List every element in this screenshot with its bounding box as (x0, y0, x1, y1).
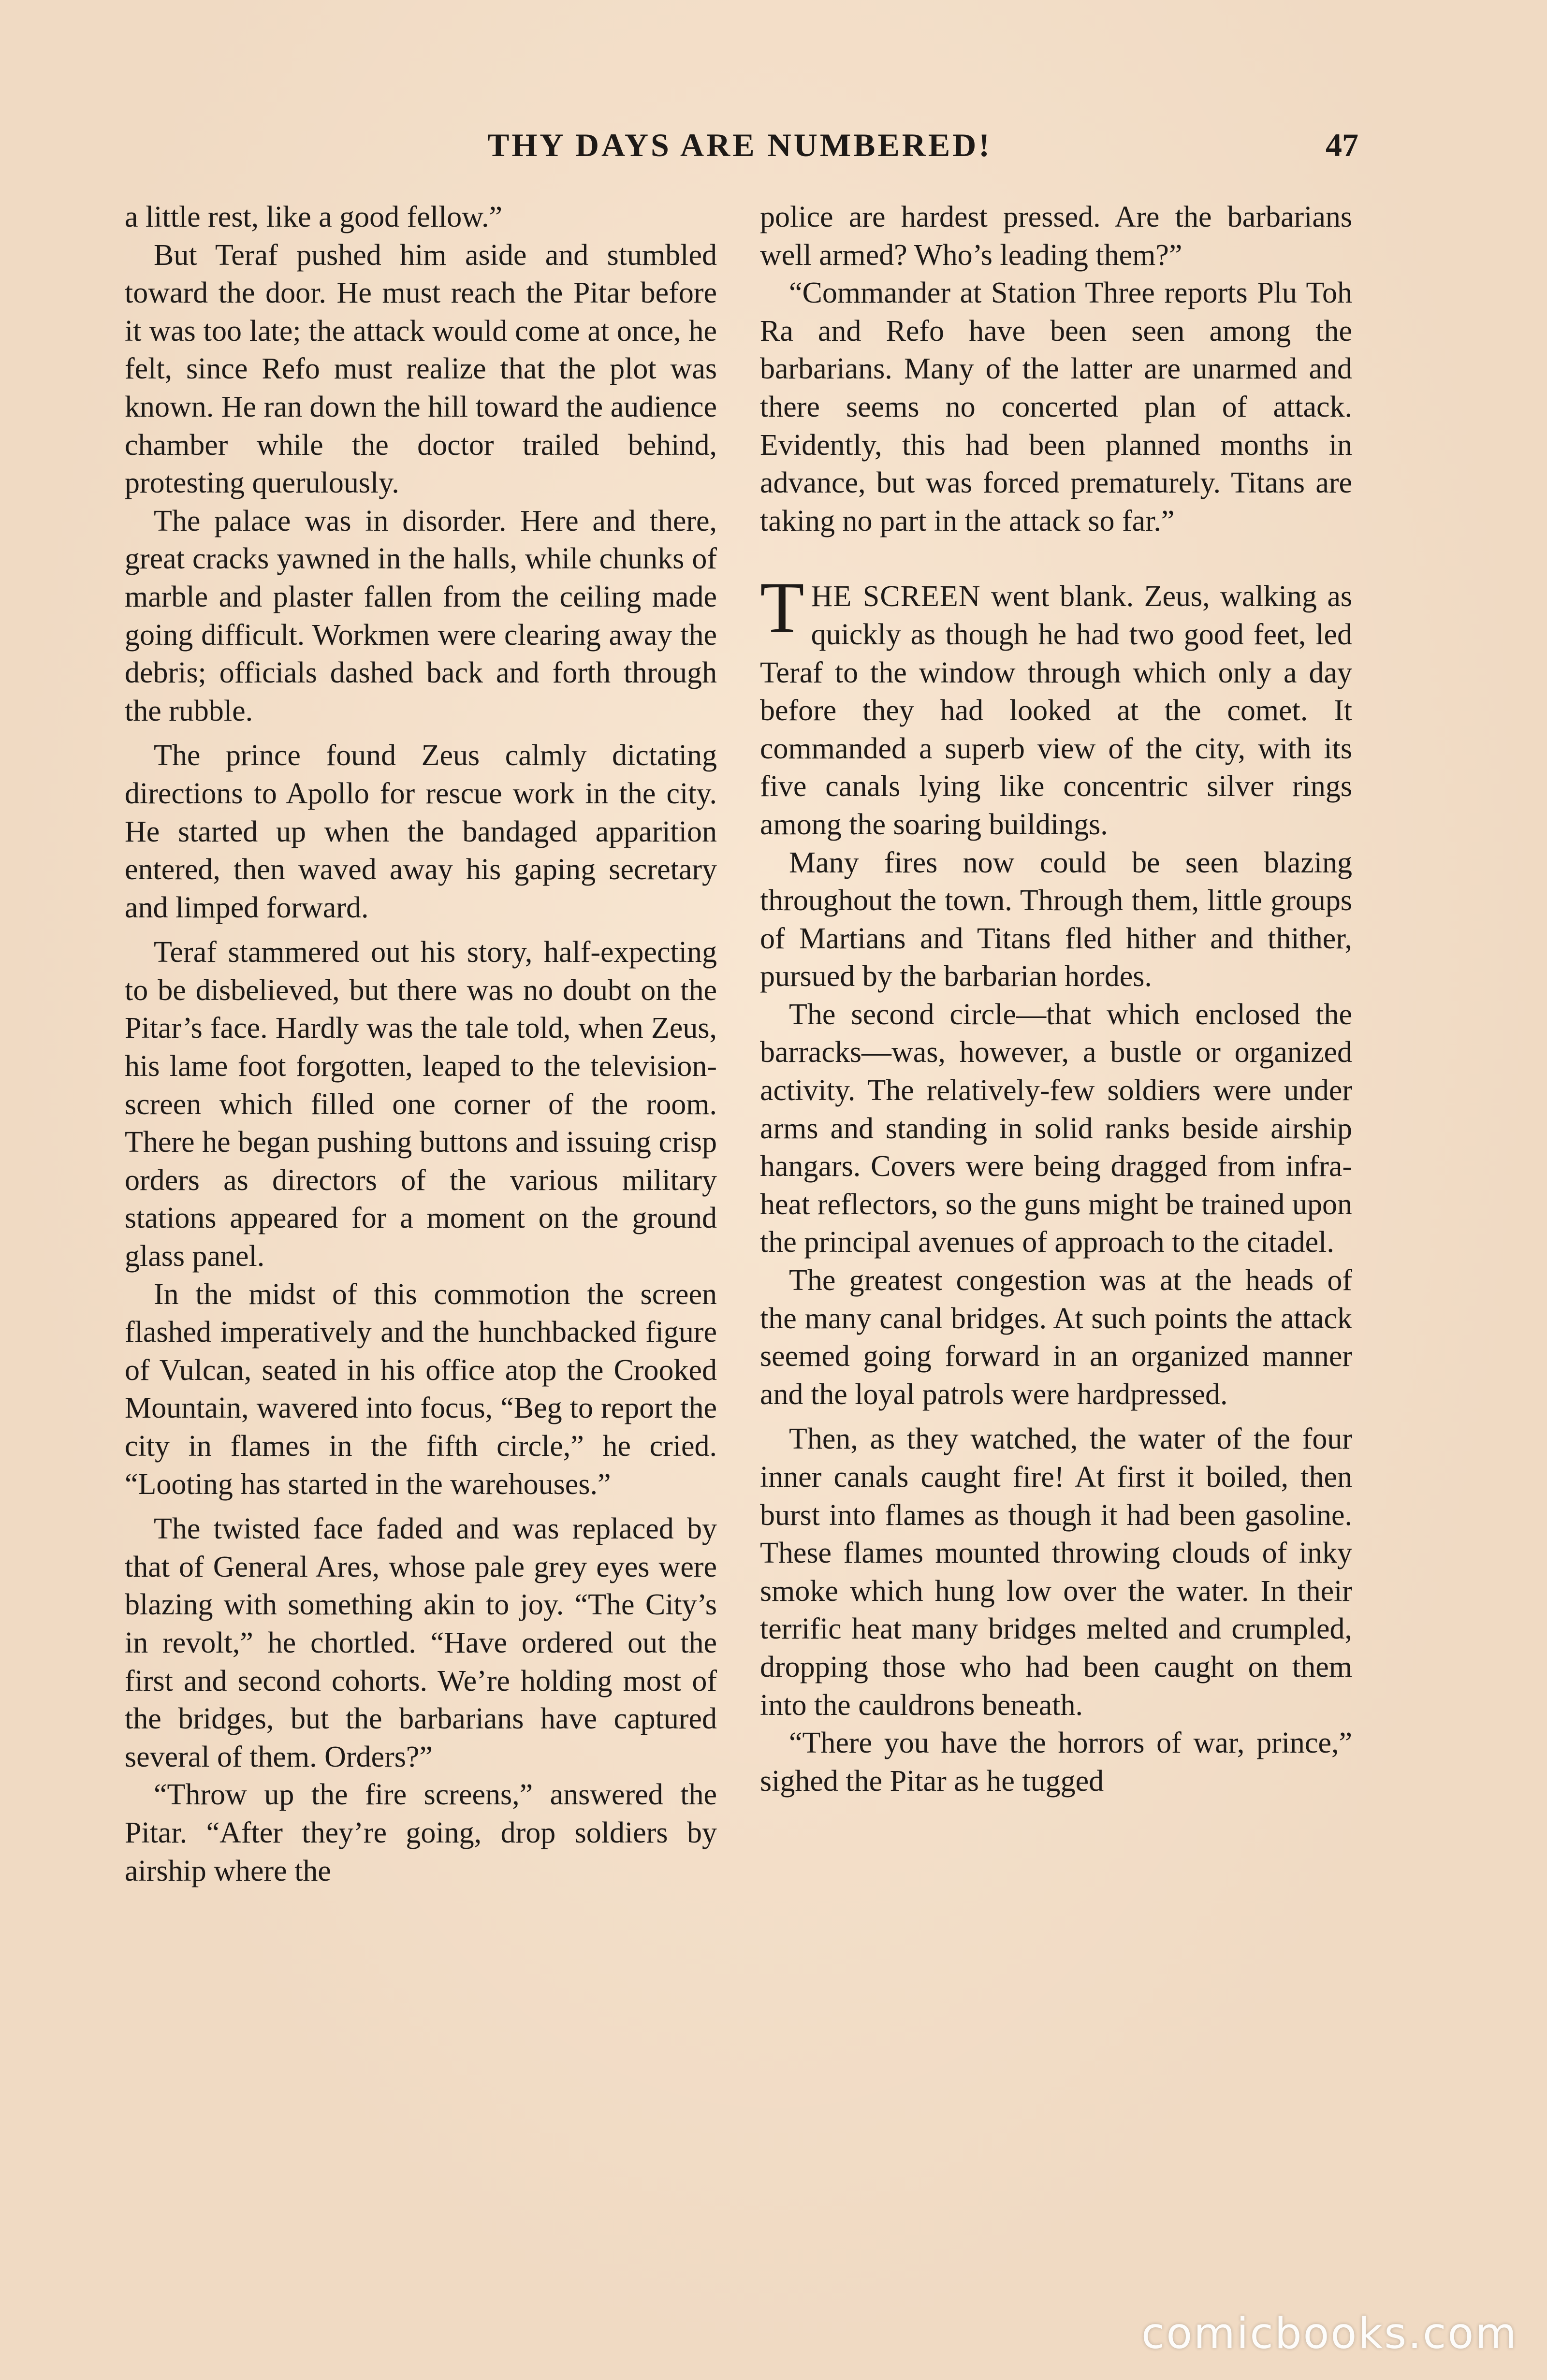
site-watermark: comicbooks.com (1141, 2308, 1518, 2358)
paragraph: “Commander at Station Three reports Plu Toh Ra and Refo have been seen among the barbarians. Many of the latter are unarmed and there seems no concerted plan of attack. Evidently, this had been planned months in advance, but was forced prematurely. Titans are taking no part in the attack so far.” (760, 276, 1352, 537)
paragraph: police are hardest pressed. Are the barbarians well armed? Who’s leading them?” (760, 201, 1352, 272)
left-column (125, 198, 717, 1890)
paragraph: In the midst of this commotion the screen flashed imperatively and the hunchbacked figure of Vulcan, seated in his office atop the Crooked Mountain, wavered into focus, “Beg to report the city in flames in the fifth circle,” he cried. “Looting has started in the warehouses.” (125, 1277, 717, 1501)
paragraph: Then, as they watched, the water of the four inner canals caught fire! At first it boiled, then burst into flames as though it had been gasoline. These flames mounted throwing clouds of inky smoke which hung low over the water. In their terrific heat many bridges melted and crumpled, dropping those who had been caught on them into the cauldrons beneath. (760, 1422, 1352, 1722)
section-break (760, 540, 1352, 578)
paragraph: “Throw up the fire screens,” answered the Pitar. “After they’re going, drop soldiers by airship where the (125, 1778, 717, 1887)
paragraph: a little rest, like a good fellow.” (125, 201, 503, 233)
paragraph: Teraf stammered out his story, half-expecting to be disbelieved, but there was no doubt on the Pitar’s face. Hardly was the tale told, when Zeus, his lame foot forgotten, leaped to the television-screen which filled one corner of the room. There he began pushing buttons and issuing crisp orders as directors of the various military stations appeared for a moment on the ground glass panel. (125, 936, 717, 1273)
paragraph: The palace was in disorder. Here and there, great cracks yawned in the halls, while chunks of marble and plaster fallen from the ceiling made going difficult. Workmen were clearing away the debris; officials dashed back and forth through the rubble. (125, 504, 717, 727)
paragraph: “There you have the horrors of war, prince,” sighed the Pitar as he tugged (760, 1727, 1352, 1798)
paragraph: But Teraf pushed him aside and stumbled toward the door. He must reach the Pitar before it was too late; the attack would come at once, he felt, since Refo must realize that the plot was known. He ran down the hill toward the audience chamber while the doctor trailed behind, protesting querulously. (125, 238, 717, 500)
page-number: 47 (1326, 127, 1358, 163)
drop-cap: T (760, 567, 804, 648)
paragraph: The second circle—that which enclosed the barracks—was, however, a bustle or organized activity. The relatively-few soldiers were under arms and standing in solid ranks beside airship hangars. Covers were being dragged from infra-heat reflectors, so the guns might be trained upon the principal avenues of approach to the citadel. (760, 998, 1352, 1259)
section-lead: HE SCREEN (811, 580, 981, 613)
running-title: THY DAYS ARE NUMBERED! (487, 127, 992, 163)
right-column (760, 198, 1352, 1800)
paragraph: The prince found Zeus calmly dictating directions to Apollo for rescue work in the city. He started up when the bandaged apparition entered, then waved away his gaping secretary and limped forward. (125, 739, 717, 924)
paragraph: The greatest congestion was at the heads of the many canal bridges. At such points the attack seemed going forward in an organized manner and the loyal patrols were hardpressed. (760, 1264, 1352, 1411)
section-opening-paragraph (760, 567, 1353, 843)
paragraph-text: went blank. Zeus, walking as quickly as though he had two good feet, led Teraf to the window through which only a day before they had looked at the comet. It commanded a superb view of the city, with its five canals lying like concentric silver rings among the soaring buildings. (760, 580, 1353, 841)
page-header (121, 123, 1358, 167)
paragraph: Many fires now could be seen blazing throughout the town. Through them, little groups of Martians and Titans fled hither and thither, pursued by the barbarian hordes. (760, 846, 1352, 993)
paragraph: The twisted face faded and was replaced by that of General Ares, whose pale grey eyes were blazing with something akin to joy. “The City’s in revolt,” he chortled. “Have ordered out the first and second cohorts. We’re holding most of the bridges, but the barbarians have captured several of them. Orders?” (125, 1512, 717, 1773)
